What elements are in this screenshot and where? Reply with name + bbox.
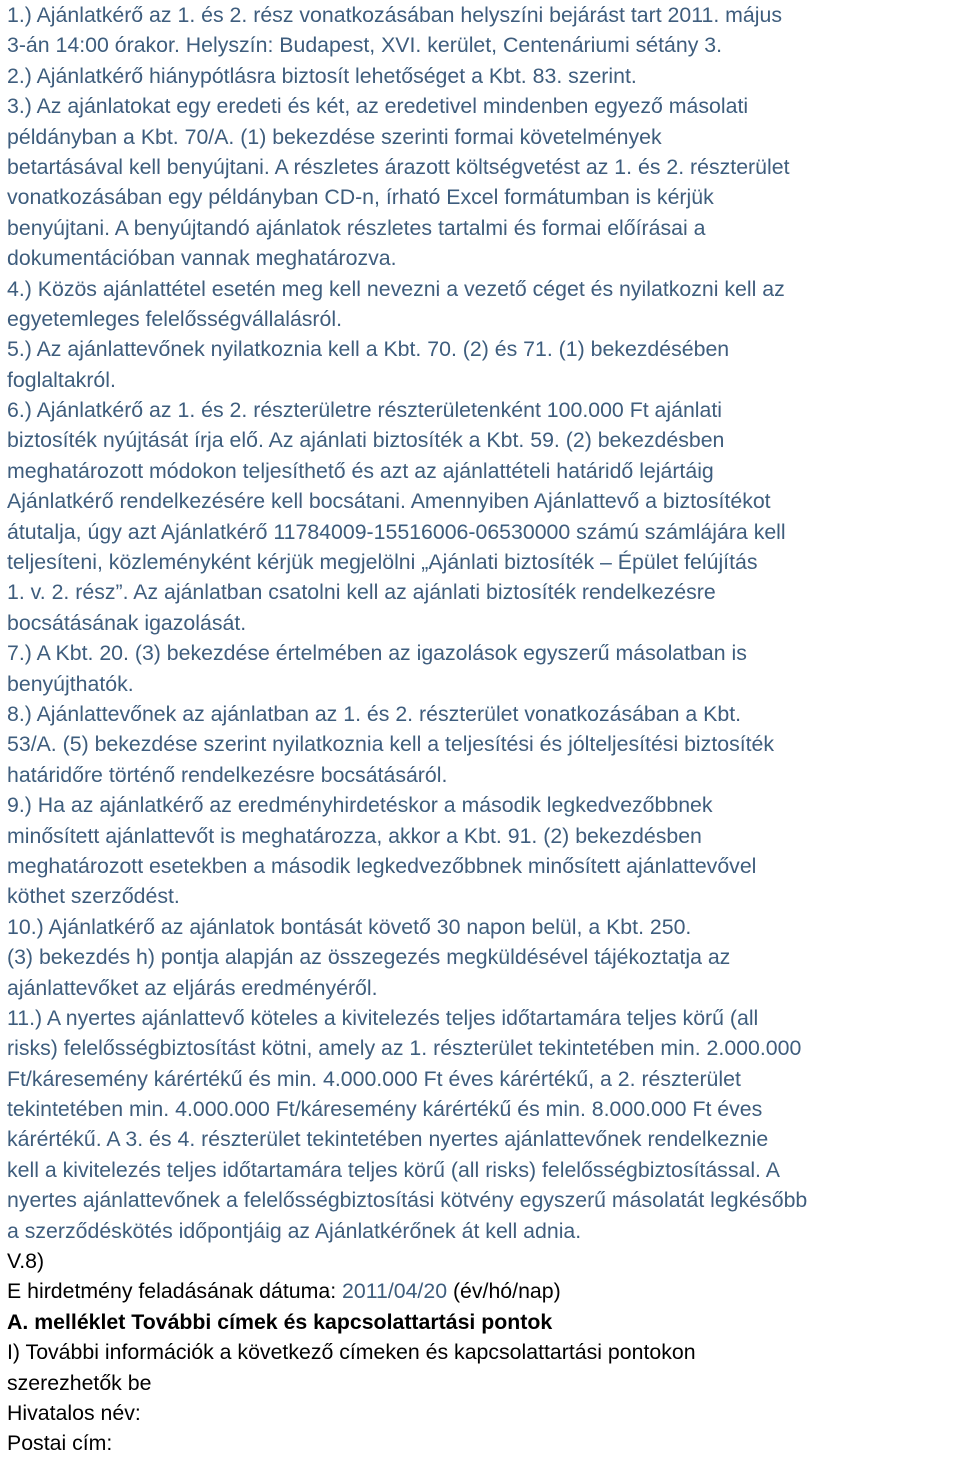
section-label: V.8) xyxy=(7,1249,45,1274)
body-line: 6.) Ajánlatkérő az 1. és 2. részterületre részterületenként 100.000 Ft ajánlati xyxy=(7,398,723,423)
body-line: a szerződéskötés időpontjáig az Ajánlatkérőnek át kell adnia. xyxy=(7,1218,582,1243)
notice-body-text xyxy=(7,0,960,1246)
body-line: nyertes ajánlattevőnek a felelősségbiztosítási kötvény egyszerű másolatát legkésőbb xyxy=(7,1188,808,1213)
body-line: kell a kivitelezés teljes időtartamára teljes körű (all risks) felelősségbiztosítással. A xyxy=(7,1157,780,1182)
body-line: meghatározott módokon teljesíthető és azt az ajánlattételi határidő lejártáig xyxy=(7,458,714,483)
official-name-label: Hivatalos név: xyxy=(7,1400,141,1425)
dispatch-date-value: 2011/04/20 xyxy=(342,1279,448,1304)
body-line: benyújthatók. xyxy=(7,671,134,696)
body-line: egyetemleges felelősségvállalásról. xyxy=(7,306,343,331)
body-line: határidőre történő rendelkezésre bocsátásáról. xyxy=(7,762,448,787)
body-line: 5.) Az ajánlattevőnek nyilatkoznia kell a Kbt. 70. (2) és 71. (1) bekezdésében xyxy=(7,337,730,362)
body-line: 8.) Ajánlattevőnek az ajánlatban az 1. és 2. részterület vonatkozásában a Kbt. xyxy=(7,701,742,726)
body-line: átutalja, úgy azt Ajánlatkérő 11784009-15516006-06530000 számú számlájára kell xyxy=(7,519,786,544)
body-line: 7.) A Kbt. 20. (3) bekezdése értelmében az igazolások egyszerű másolatban is xyxy=(7,641,747,666)
body-line: bocsátásának igazolását. xyxy=(7,610,247,635)
body-line: 11.) A nyertes ajánlattevő köteles a kivitelezés teljes időtartamára teljes körű (all xyxy=(7,1005,759,1030)
body-line: 3.) Az ajánlatokat egy eredeti és két, az eredetivel mindenben egyező másolati xyxy=(7,94,749,119)
body-line: 10.) Ajánlatkérő az ajánlatok bontását követő 30 napon belül, a Kbt. 250. xyxy=(7,914,692,939)
body-line: biztosíték nyújtását írja elő. Az ajánlati biztosíték a Kbt. 59. (2) bekezdésben xyxy=(7,428,725,453)
dispatch-date-format: (év/hó/nap) xyxy=(447,1279,561,1304)
body-line: Ajánlatkérő rendelkezésére kell bocsátani. Amennyiben Ajánlattevő a biztosítékot xyxy=(7,489,771,514)
body-line: példányban a Kbt. 70/A. (1) bekezdése szerinti formai követelmények xyxy=(7,124,662,149)
body-line: foglaltakról. xyxy=(7,367,116,392)
annex-heading: A. melléklet További címek és kapcsolattartási pontok xyxy=(7,1309,553,1334)
body-line: 2.) Ajánlatkérő hiánypótlásra biztosít lehetőséget a Kbt. 83. szerint. xyxy=(7,63,637,88)
body-line: 4.) Közös ajánlattétel esetén meg kell nevezni a vezető céget és nyilatkozni kell az xyxy=(7,276,785,301)
annex-intro-line: szerezhetők be xyxy=(7,1370,152,1395)
body-line: 1.) Ajánlatkérő az 1. és 2. rész vonatkozásában helyszíni bejárást tart 2011. május xyxy=(7,3,782,27)
postal-address-label: Postai cím: xyxy=(7,1431,113,1456)
body-line: meghatározott esetekben a második legkedvezőbbnek minősített ajánlattevővel xyxy=(7,853,757,878)
dispatch-date-line xyxy=(7,1276,960,1306)
body-line: köthet szerződést. xyxy=(7,884,180,909)
body-line: benyújtani. A benyújtandó ajánlatok részletes tartalmi és formai előírásai a xyxy=(7,215,706,240)
body-line: vonatkozásában egy példányban CD-n, írható Excel formátumban is kérjük xyxy=(7,185,714,210)
dispatch-date-label: E hirdetmény feladásának dátuma: xyxy=(7,1279,343,1304)
body-line: 9.) Ha az ajánlatkérő az eredményhirdetéskor a második legkedvezőbbnek xyxy=(7,793,713,818)
body-line: tekintetében min. 4.000.000 Ft/káresemény kárértékű és min. 8.000.000 Ft éves xyxy=(7,1097,763,1122)
body-line: risks) felelősségbiztosítást kötni, amely az 1. részterület tekintetében min. 2.000.000 xyxy=(7,1036,802,1061)
annex-intro-line: I) További információk a következő címeken és kapcsolattartási pontokon xyxy=(7,1340,696,1365)
body-line: (3) bekezdés h) pontja alapján az összegezés megküldésével tájékoztatja az xyxy=(7,945,731,970)
body-line: ajánlattevőket az eljárás eredményéről. xyxy=(7,975,378,1000)
body-line: minősített ajánlattevőt is meghatározza, akkor a Kbt. 91. (2) bekezdésben xyxy=(7,823,702,848)
body-line: dokumentációban vannak meghatározva. xyxy=(7,246,397,271)
body-line: teljesíteni, közleményként kérjük megjelölni „Ajánlati biztosíték – Épület felújítás xyxy=(7,550,758,575)
body-line: 53/A. (5) bekezdése szerint nyilatkoznia kell a teljesítési és jólteljesítési biztosíték xyxy=(7,732,775,757)
body-line: 1. v. 2. rész”. Az ajánlatban csatolni kell az ajánlati biztosíték rendelkezésre xyxy=(7,580,716,605)
body-line: Ft/káresemény kárértékű és min. 4.000.000 Ft éves kárértékű, a 2. részterület xyxy=(7,1066,741,1091)
body-line: betartásával kell benyújtani. A részletes árazott költségvetést az 1. és 2. részterület xyxy=(7,154,790,179)
body-line: 3-án 14:00 órakor. Helyszín: Budapest, XVI. kerület, Centenáriumi sétány 3. xyxy=(7,33,723,58)
body-line: kárértékű. A 3. és 4. részterület tekintetében nyertes ajánlattevőnek rendelkeznie xyxy=(7,1127,769,1152)
